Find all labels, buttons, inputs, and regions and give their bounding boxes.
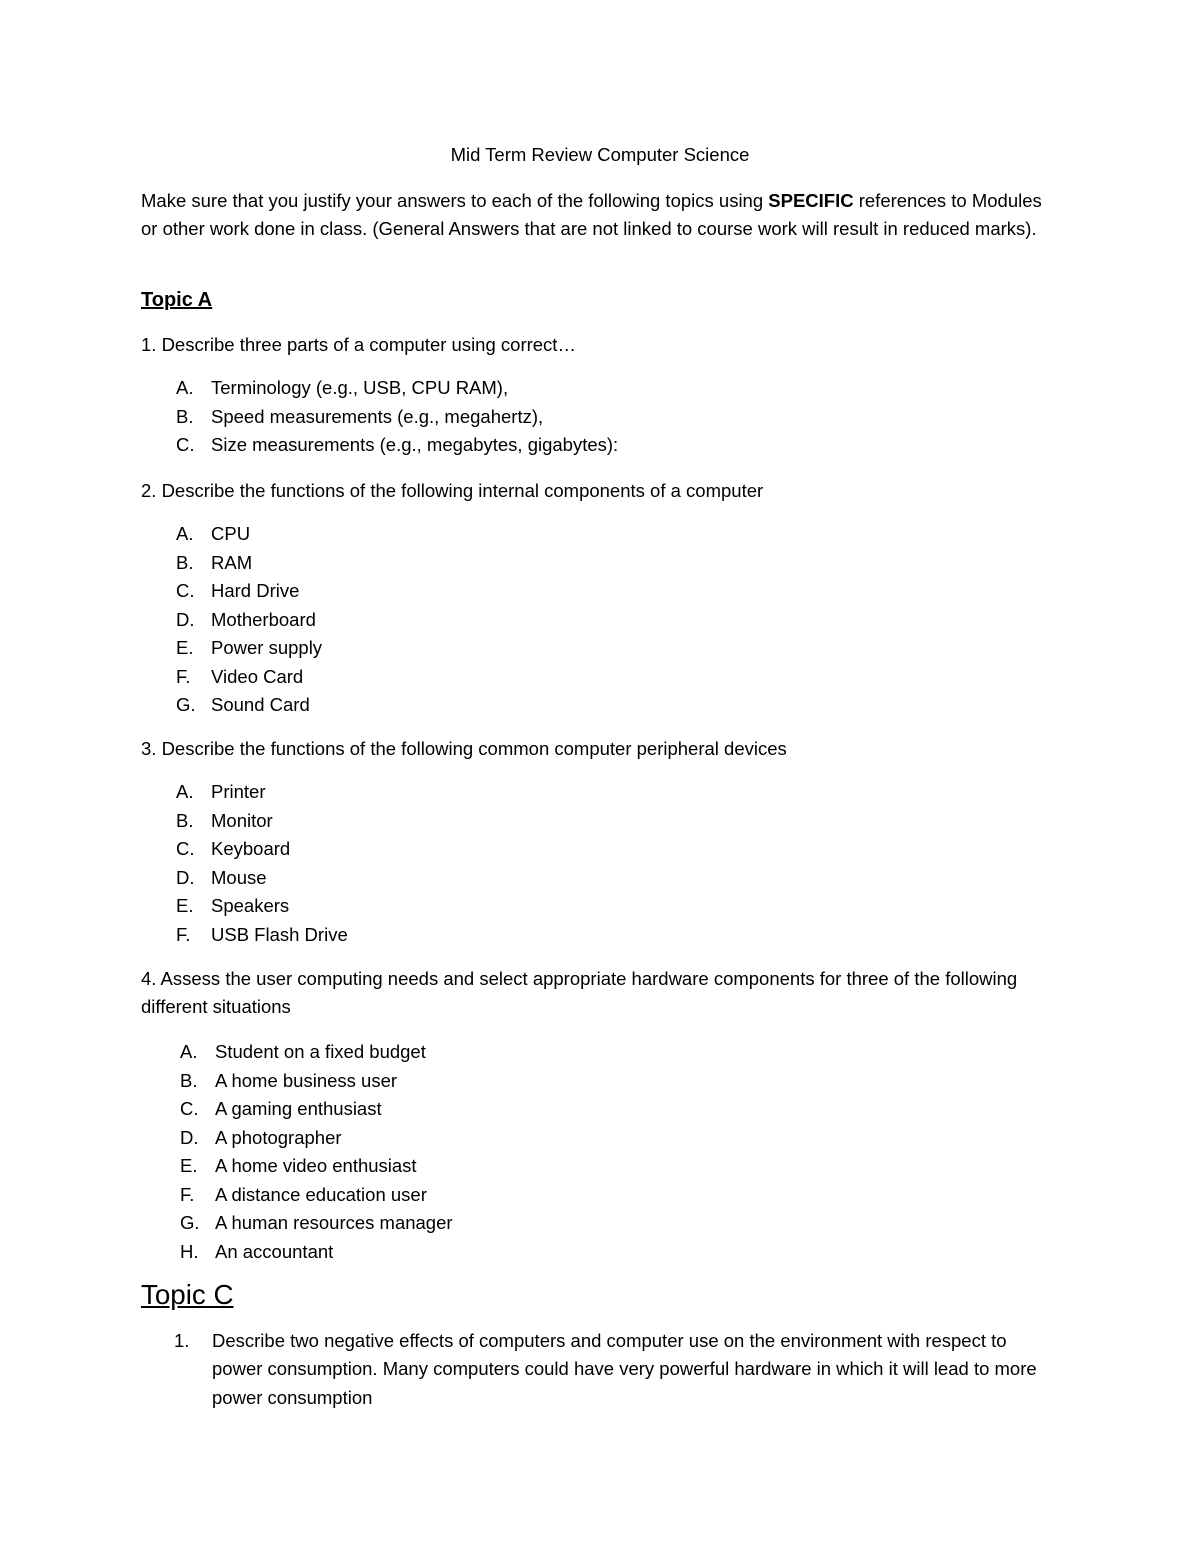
option-letter: C. [176,434,195,455]
option-letter: B. [176,809,194,831]
option-letter: H. [180,1240,199,1262]
option-text: Student on a fixed budget [215,1041,426,1062]
option-letter: D. [176,608,195,630]
intro-text-before: Make sure that you justify your answers to each of the following topics using [141,190,769,211]
option-text: Size measurements (e.g., megabytes, gigabytes): [211,434,619,455]
option-text: A photographer [215,1126,342,1148]
option-letter: B. [180,1069,198,1091]
option-letter: G. [180,1212,200,1233]
option-letter: E. [180,1155,198,1176]
option-text: Monitor [211,809,273,831]
item-number: 1. [174,1330,190,1351]
option-text: Terminology (e.g., USB, CPU RAM), [211,377,509,398]
option-letter: D. [176,866,195,888]
option-text: RAM [211,551,253,573]
option-letter: C. [176,580,195,601]
option-letter: F. [176,923,191,945]
option-letter: E. [176,895,194,916]
option-letter: C. [180,1098,199,1119]
option-text: CPU [211,523,251,544]
option-text: A gaming enthusiast [215,1098,382,1119]
option-text: Sound Card [211,694,310,715]
option-text: Power supply [211,637,323,658]
question-2: 2. Describe the functions of the following internal components of a computer [141,480,764,501]
page-title: Mid Term Review Computer Science [450,144,750,165]
option-text: A human resources manager [215,1212,453,1233]
intro-paragraph [141,187,1061,244]
option-letter: B. [176,405,194,427]
option-letter: F. [176,665,191,687]
item-text: Describe two negative effects of computers and computer use on the environment with respect to power consumption. Many computers could have very powerful hardware in which it will lead to more power consumption [212,1330,1037,1408]
topic-c-heading: Topic C [141,1279,234,1310]
option-letter: B. [176,551,194,573]
option-letter: A. [176,781,194,802]
option-text: Hard Drive [211,580,300,601]
option-letter: D. [180,1126,199,1148]
option-letter: A. [176,523,194,544]
option-text: A home video enthusiast [215,1155,417,1176]
option-text: A home business user [215,1069,398,1091]
question-3: 3. Describe the functions of the following common computer peripheral devices [141,738,787,759]
option-letter: E. [176,637,194,658]
question-4: 4. Assess the user computing needs and select appropriate hardware components for three of the following different situations [141,968,1018,1018]
option-text: Mouse [211,866,267,888]
option-letter: C. [176,838,195,859]
option-letter: G. [176,694,196,715]
option-text: Speed measurements (e.g., megahertz), [211,405,544,427]
option-text: Printer [211,781,266,802]
option-text: Video Card [211,665,304,687]
option-text: USB Flash Drive [211,923,348,945]
option-letter: A. [176,377,194,398]
option-text: Speakers [211,895,290,916]
option-letter: F. [180,1183,195,1205]
topic-a-heading: Topic A [141,289,213,311]
option-text: An accountant [215,1240,334,1262]
question-1: 1. Describe three parts of a computer using correct… [141,334,576,355]
intro-emphasis: SPECIFIC [768,190,854,211]
intro-text-after: references to Modules or other work done in class. (General Answers that are not linked to course work will result in reduced marks). [141,190,1042,240]
option-letter: A. [180,1041,198,1062]
option-text: A distance education user [215,1183,427,1205]
option-text: Motherboard [211,608,316,630]
option-text: Keyboard [211,838,291,859]
